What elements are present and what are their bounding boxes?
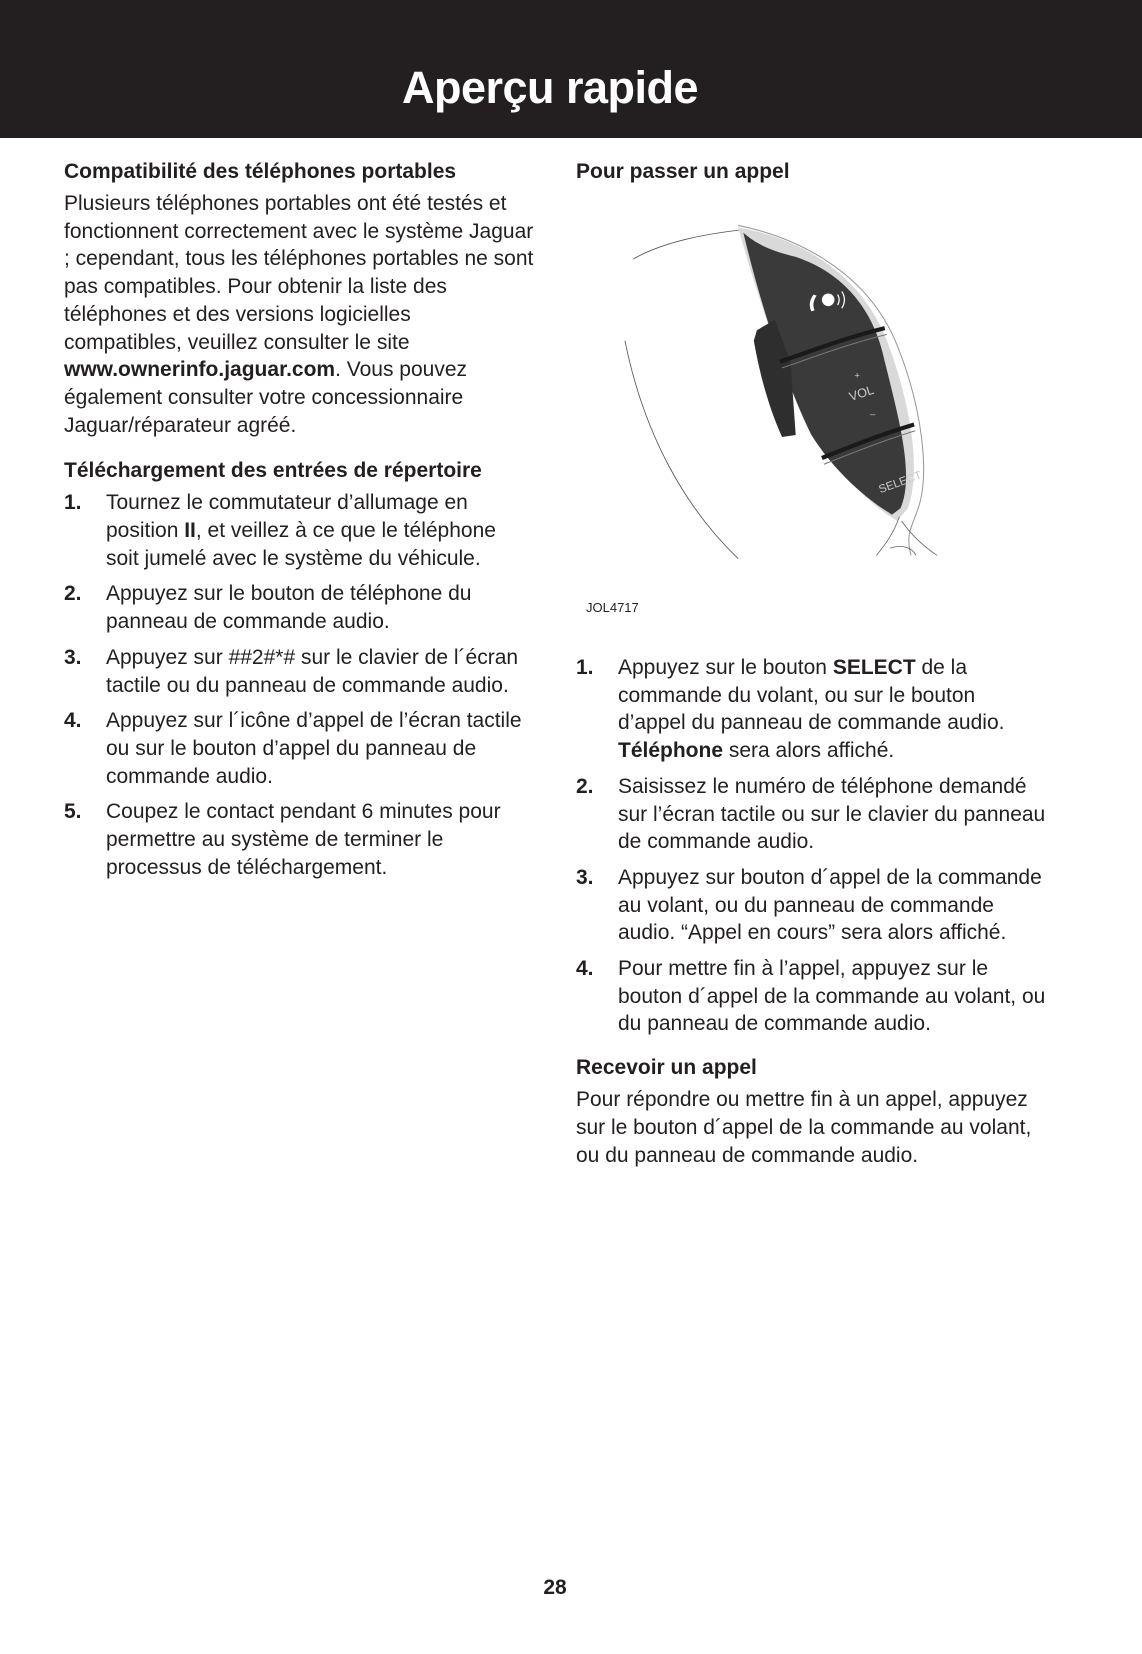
section-heading-receive-call: Recevoir un appel <box>576 1056 757 1080</box>
step-number: 4. <box>64 709 82 733</box>
step-number: 2. <box>576 774 594 798</box>
list-item <box>576 654 1046 765</box>
text: Appuyez sur l´icône d’appel de l’écran tactile ou sur le bouton d’appel du panneau de commande audio. <box>106 709 522 788</box>
list-item <box>576 955 1046 1038</box>
text: de la commande du volant, ou sur le bouton d’appel du panneau de commande audio. <box>618 656 1005 735</box>
step-number: 1. <box>64 491 82 515</box>
text: . Vous pouvez également consulter votre concessionnaire Jaguar/réparateur agréé. <box>64 358 468 437</box>
right-column <box>576 158 1046 1183</box>
text-bold: II <box>184 519 196 543</box>
vol-minus-label: – <box>870 408 876 420</box>
list-item <box>64 580 534 635</box>
step-number: 4. <box>576 957 594 981</box>
steering-wheel-switch-icon <box>580 194 980 634</box>
page-number: 28 <box>543 1576 567 1599</box>
section-heading-compatibility: Compatibilité des téléphones portables <box>64 160 457 183</box>
text: Appuyez sur le bouton de téléphone du panneau de commande audio. <box>106 582 472 634</box>
text: Appuyez sur bouton d´appel de la commande au volant, ou du panneau de commande audio. “Appel en cours” sera alors affiché. <box>618 865 1042 945</box>
list-item <box>64 707 534 790</box>
list-item <box>64 798 534 881</box>
list-item <box>64 644 534 699</box>
step-number: 3. <box>64 645 82 669</box>
make-call-steps <box>576 654 1046 1038</box>
compatibility-paragraph <box>64 190 534 439</box>
text: Tournez le commutateur d’allumage en position <box>106 491 468 543</box>
page-title: Aperçu rapide <box>401 62 699 113</box>
text: Appuyez sur ##2#*# sur le clavier de l´écran tactile ou du panneau de commande audio. <box>106 645 519 697</box>
figure-code: JOL4717 <box>586 600 639 615</box>
text-bold: SELECT <box>832 656 916 679</box>
section-heading-make-call: Pour passer un appel <box>576 160 790 183</box>
download-steps <box>64 489 534 881</box>
text: sera alors affiché. <box>723 739 895 763</box>
step-number: 2. <box>64 582 82 606</box>
text-bold: Téléphone <box>618 739 724 763</box>
step-number: 3. <box>576 865 594 889</box>
list-item <box>576 864 1046 947</box>
step-number: 5. <box>64 800 82 824</box>
section-heading-download: Téléchargement des entrées de répertoire <box>64 459 482 483</box>
text: Pour mettre fin à l’appel, appuyez sur le bouton d´appel de la commande au volant, ou du panneau de commande audio. <box>618 957 1046 1036</box>
steering-wheel-controls-illustration <box>580 194 980 634</box>
list-item <box>64 489 534 572</box>
website-link[interactable]: www.ownerinfo.jaguar.com <box>64 358 336 382</box>
page-header <box>0 0 1142 138</box>
text: Plusieurs téléphones portables ont été testés et fonctionnent correctement avec le système Jaguar ; cependant, tous les téléphones portables ne sont pas compatibles. Pour obtenir la liste des téléphones et des versions logicielles compatibles, veuillez consulter le site <box>64 192 534 354</box>
text: , et veillez à ce que le téléphone soit jumelé avec le système du véhicule. <box>106 519 496 570</box>
receive-call-paragraph: Pour répondre ou mettre fin à un appel, appuyez sur le bouton d´appel de la commande au volant, ou du panneau de commande audio. <box>576 1088 1032 1167</box>
step-number: 1. <box>576 656 594 679</box>
text: Appuyez sur le bouton <box>618 656 833 679</box>
select-label: SELECT <box>877 469 924 497</box>
vol-plus-label: + <box>854 369 860 381</box>
vol-label: VOL <box>847 382 876 404</box>
left-column <box>64 158 534 889</box>
text: Coupez le contact pendant 6 minutes pour permettre au système de terminer le processus de téléchargement. <box>106 800 501 879</box>
text: Saisissez le numéro de téléphone demandé sur l’écran tactile ou sur le clavier du panneau de commande audio. <box>618 774 1046 854</box>
list-item <box>576 773 1046 856</box>
